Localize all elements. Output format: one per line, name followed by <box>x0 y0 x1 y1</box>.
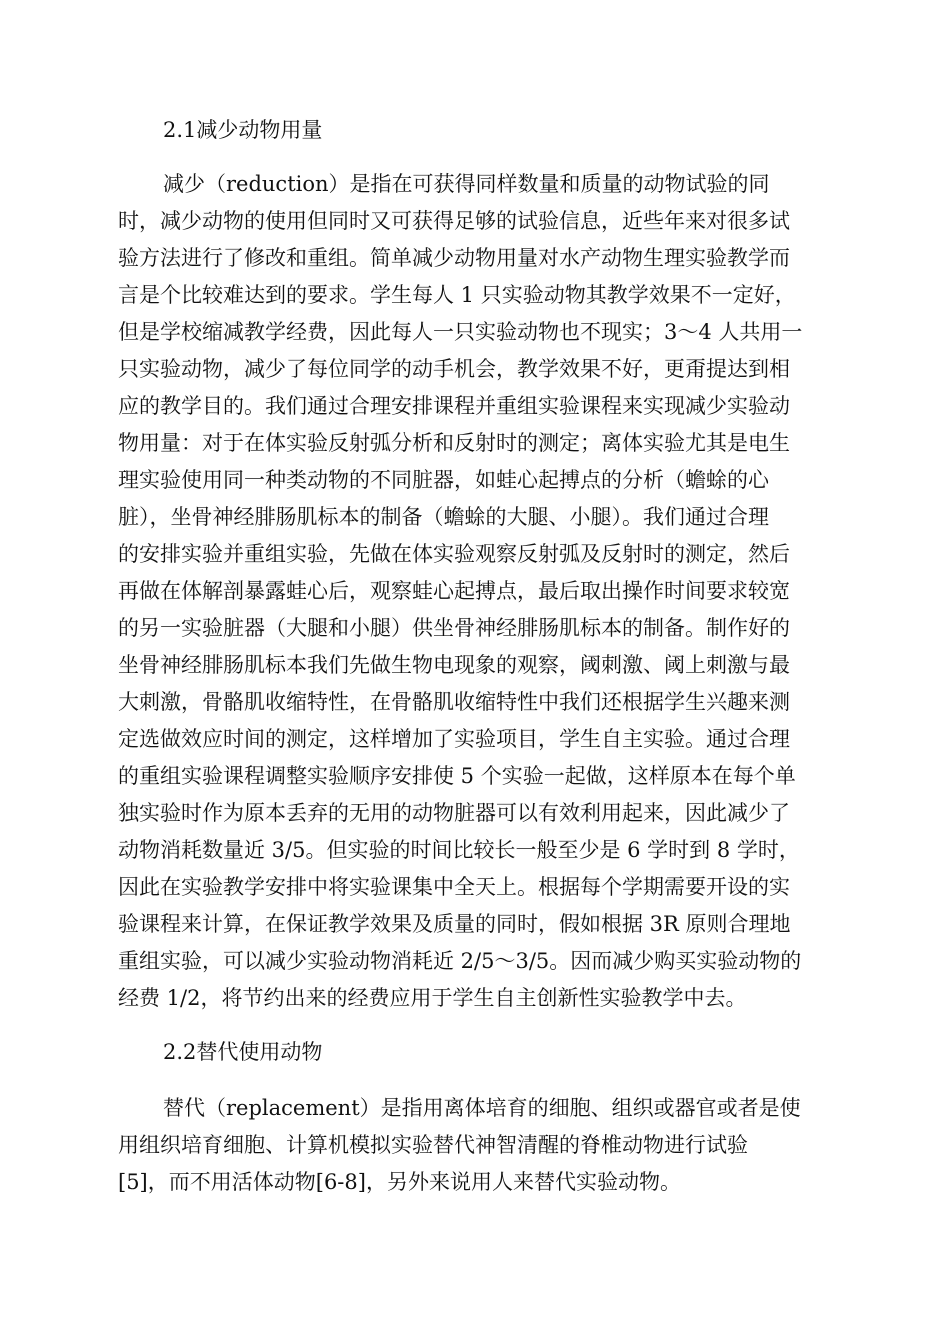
paragraph-line: 再做在体解剖暴露蛙心后，观察蛙心起搏点，最后取出操作时间要求较宽 <box>118 579 790 603</box>
paragraph-line: 经费 1/2，将节约出来的经费应用于学生自主创新性实验教学中去。 <box>118 986 747 1010</box>
paragraph-line: 独实验时作为原本丢弃的无用的动物脏器可以有效利用起来，因此减少了 <box>118 801 790 825</box>
paragraph-line: 大刺激，骨骼肌收缩特性，在骨骼肌收缩特性中我们还根据学生兴趣来测 <box>118 690 790 714</box>
paragraph-line: 言是个比较难达到的要求。学生每人 1 只实验动物其教学效果不一定好， <box>118 283 796 307</box>
paragraph-line: 只实验动物，减少了每位同学的动手机会，教学效果不好，更甭提达到相 <box>118 357 790 381</box>
paragraph-line: 时，减少动物的使用但同时又可获得足够的试验信息，近些年来对很多试 <box>118 209 790 233</box>
paragraph-line: 减少（reduction）是指在可获得同样数量和质量的动物试验的同 <box>163 172 770 196</box>
paragraph-line: [5]，而不用活体动物[6-8]，另外来说用人来替代实验动物。 <box>118 1170 681 1194</box>
paragraph-line: 的安排实验并重组实验，先做在体实验观察反射弧及反射时的测定，然后 <box>118 542 790 566</box>
paragraph-line: 重组实验，可以减少实验动物消耗近 2/5～3/5。因而减少购买实验动物的 <box>118 949 802 973</box>
paragraph-line: 理实验使用同一种类动物的不同脏器，如蛙心起搏点的分析（蟾蜍的心 <box>118 468 769 492</box>
paragraph-line: 脏），坐骨神经腓肠肌标本的制备（蟾蜍的大腿、小腿）。我们通过合理 <box>118 505 769 529</box>
section-heading-2-1: 2.1减少动物用量 <box>163 118 323 142</box>
paragraph-line: 因此在实验教学安排中将实验课集中全天上。根据每个学期需要开设的实 <box>118 875 790 899</box>
paragraph-line: 替代（replacement）是指用离体培育的细胞、组织或器官或者是使 <box>163 1096 801 1120</box>
paragraph-line: 的重组实验课程调整实验顺序安排使 5 个实验一起做，这样原本在每个单 <box>118 764 796 788</box>
paragraph-line: 物用量：对于在体实验反射弧分析和反射时的测定；离体实验尤其是电生 <box>118 431 790 455</box>
section-heading-2-2: 2.2替代使用动物 <box>163 1040 323 1064</box>
paragraph-line: 坐骨神经腓肠肌标本我们先做生物电现象的观察，阈刺激、阈上刺激与最 <box>118 653 790 677</box>
paragraph-line: 用组织培育细胞、计算机模拟实验替代神智清醒的脊椎动物进行试验 <box>118 1133 748 1157</box>
paragraph-line: 但是学校缩减教学经费，因此每人一只实验动物也不现实；3～4 人共用一 <box>118 320 803 344</box>
paragraph-line: 应的教学目的。我们通过合理安排课程并重组实验课程来实现减少实验动 <box>118 394 790 418</box>
paragraph-line: 定选做效应时间的测定，这样增加了实验项目，学生自主实验。通过合理 <box>118 727 790 751</box>
paragraph-line: 验课程来计算，在保证教学效果及质量的同时，假如根据 3R 原则合理地 <box>118 912 791 936</box>
paragraph-line: 的另一实验脏器（大腿和小腿）供坐骨神经腓肠肌标本的制备。制作好的 <box>118 616 790 640</box>
paragraph-line: 验方法进行了修改和重组。简单减少动物用量对水产动物生理实验教学而 <box>118 246 790 270</box>
paragraph-line: 动物消耗数量近 3/5。但实验的时间比较长一般至少是 6 学时到 8 学时， <box>118 838 800 862</box>
